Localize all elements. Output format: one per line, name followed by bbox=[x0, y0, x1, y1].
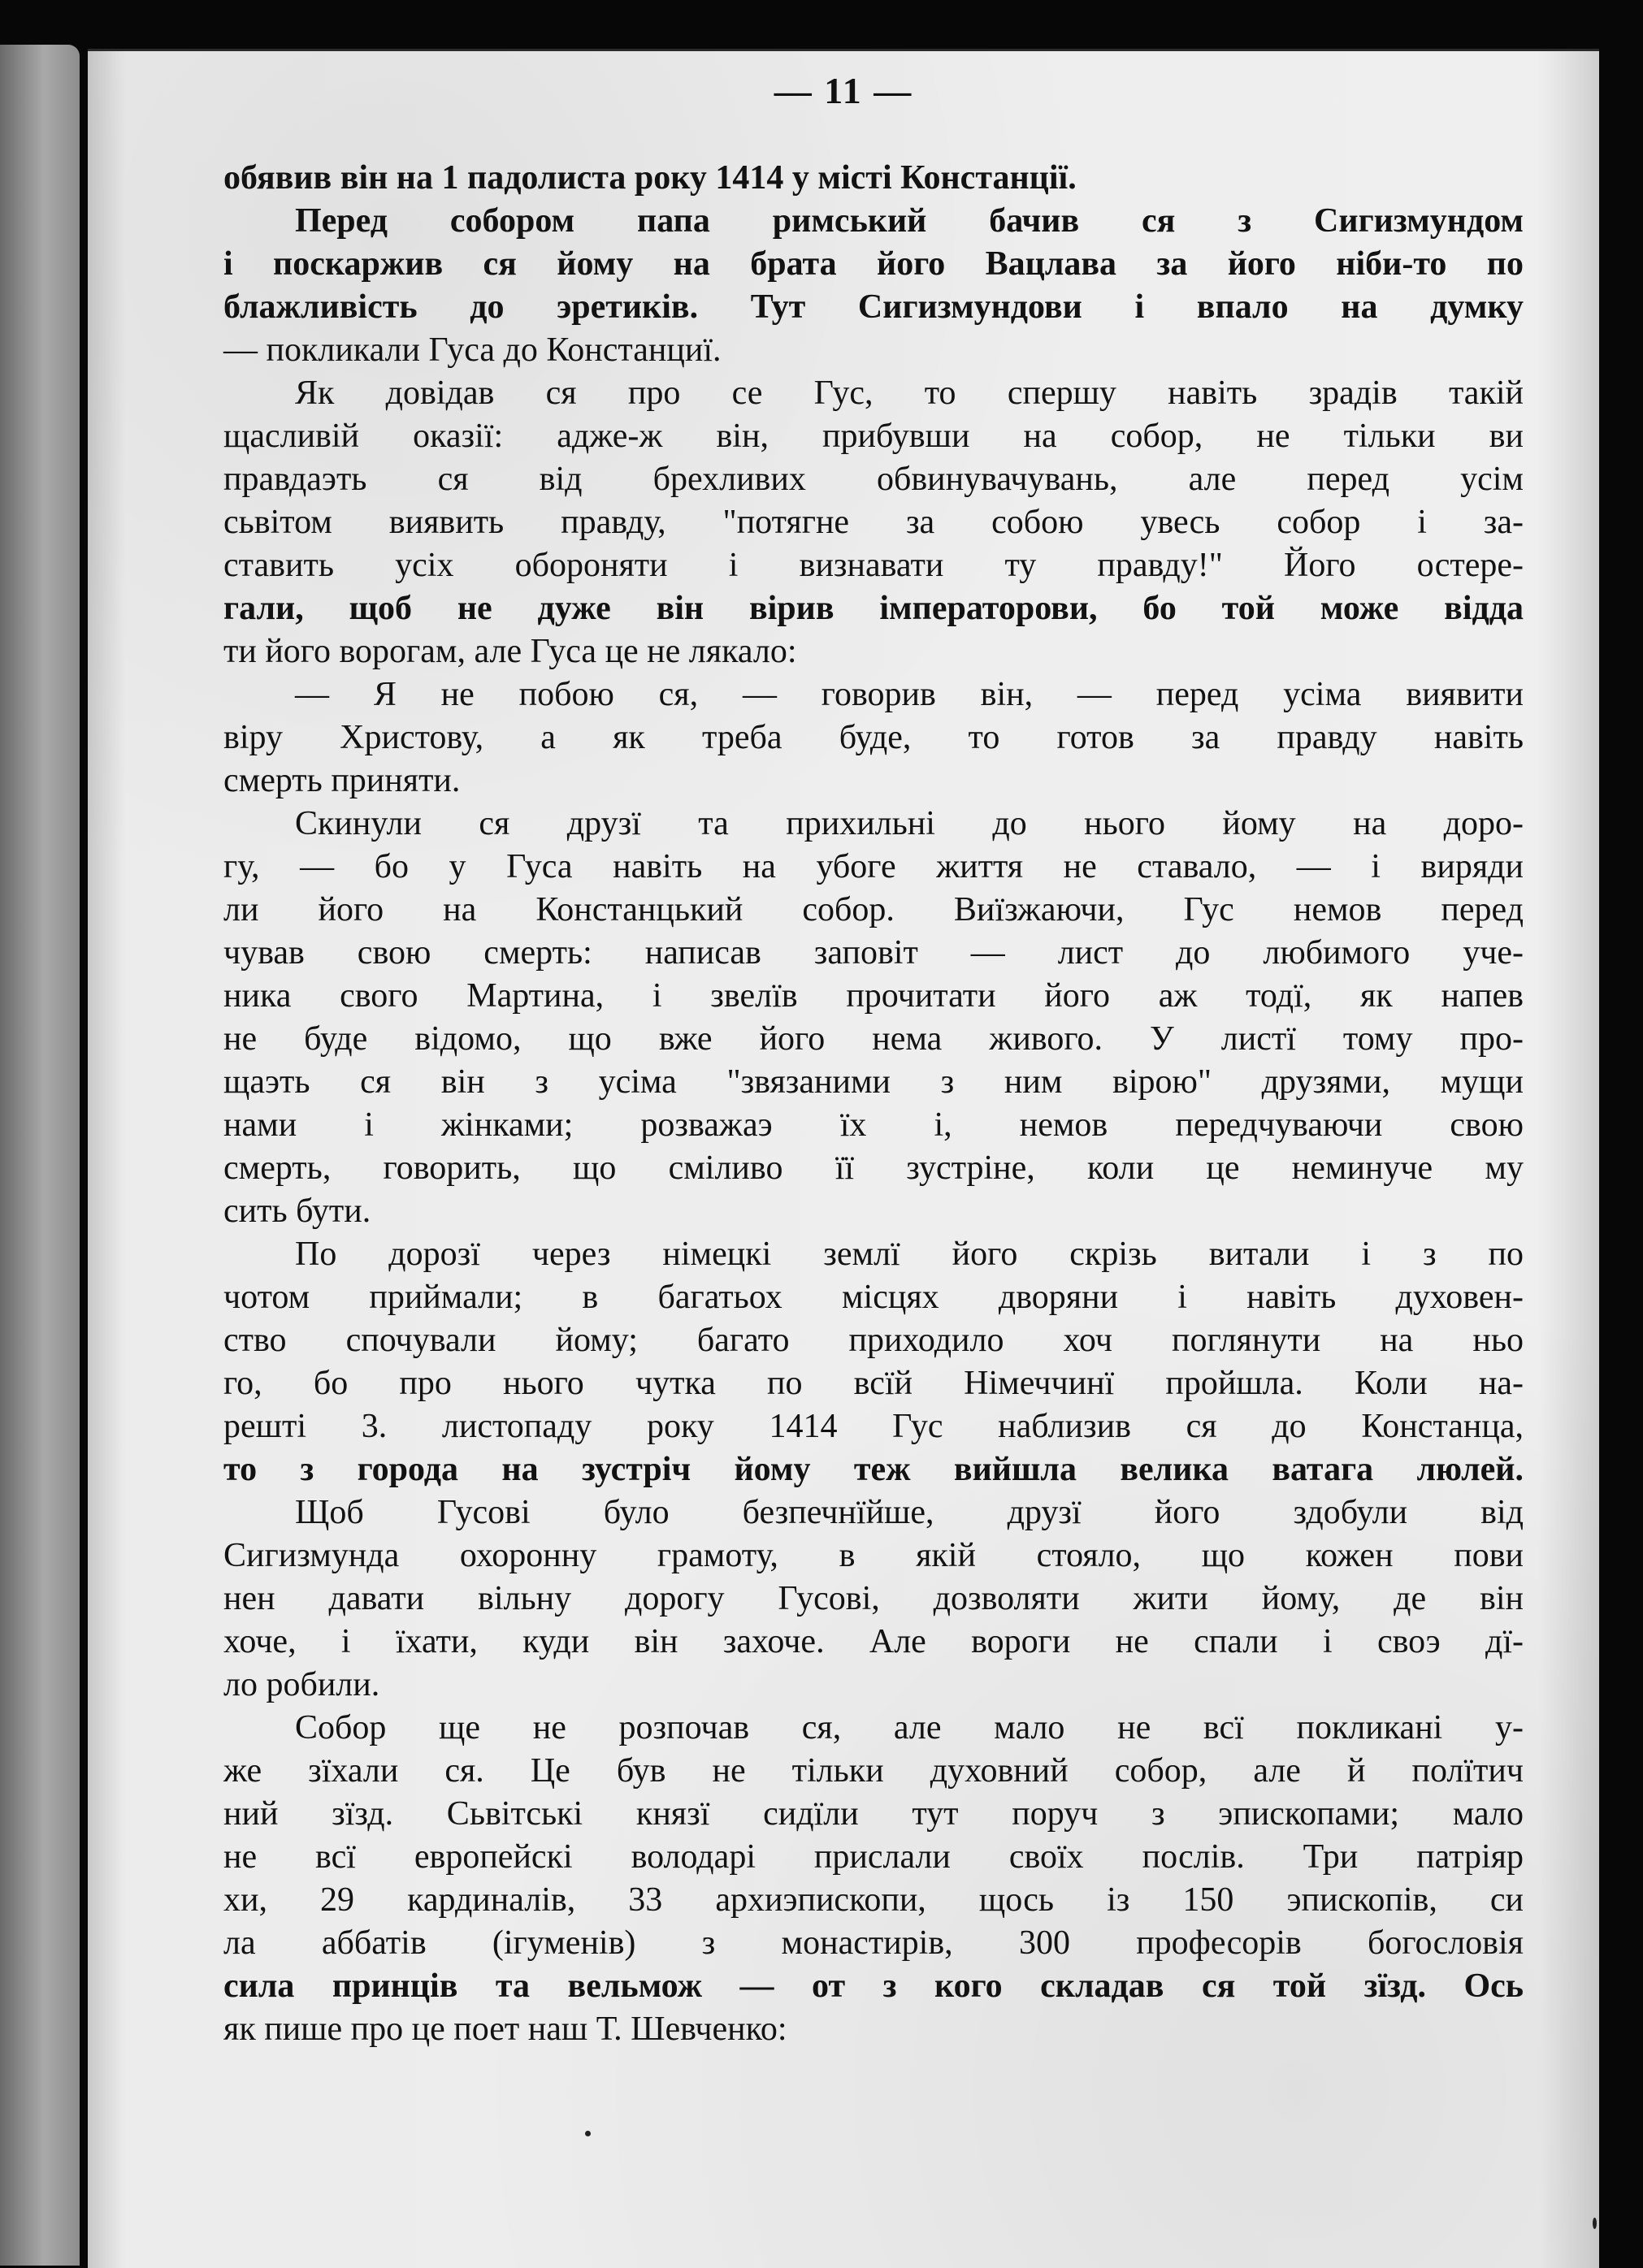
text-line: щаэть ся він з усіма "звязаними з ним вірою" друзями, мущи bbox=[223, 1063, 1524, 1101]
text-line: смерть, говорить, що сміливо її зустріне, коли це неминуче му bbox=[223, 1149, 1524, 1187]
ink-speck bbox=[585, 2131, 591, 2136]
page-number: — 11 — bbox=[774, 70, 913, 111]
text-line: ло робили. bbox=[223, 1666, 380, 1703]
text-line: Собор ще не розпочав ся, але мало не всї покликані у- bbox=[295, 1709, 1524, 1746]
text-line: сьвітом виявить правду, "потягне за собою увесь собор і за- bbox=[223, 504, 1524, 541]
text-line: то з города на зустріч йому теж вийшла велика ватага люлей. bbox=[223, 1451, 1524, 1488]
text-line: — покликали Гуса до Констанциї. bbox=[223, 331, 722, 369]
text-line: нами і жінками; розважаэ їх і, немов передчуваючи свою bbox=[223, 1106, 1524, 1144]
text-line: правдаэть ся від брехливих обвинувачувань, але перед усім bbox=[223, 461, 1524, 498]
text-line: як пише про це поет наш Т. Шевченко: bbox=[223, 2010, 787, 2048]
text-line: Щоб Гусові було безпечнїйше, друзї його здобули від bbox=[295, 1494, 1524, 1531]
text-line: блажливість до эретиків. Тут Сигизмундови і впало на думку bbox=[223, 288, 1524, 326]
text-line: Перед собором папа римський бачив ся з Сигизмундом bbox=[295, 202, 1524, 240]
text-line: го, бо про нього чутка по всїй Німеччинї пройшла. Коли на- bbox=[223, 1365, 1524, 1402]
text-line: ла аббатів (ігуменів) з монастирів, 300 професорів богословія bbox=[223, 1924, 1524, 1962]
text-line: — Я не побою ся, — говорив він, — перед усіма виявити bbox=[295, 676, 1524, 713]
text-line: не всї европейскі володарі прислали своїх послів. Три патріяр bbox=[223, 1838, 1524, 1876]
text-line: ставить усіх обороняти і визнавати ту правду!" Його остере- bbox=[223, 547, 1524, 584]
text-line: нен давати вільну дорогу Гусові, дозволяти жити йому, де він bbox=[223, 1580, 1524, 1617]
text-line: ний зїзд. Сьвітські князї сидїли тут поруч з эпископами; мало bbox=[223, 1795, 1524, 1833]
adjacent-page-edge bbox=[0, 45, 80, 2266]
text-line: і поскаржив ся йому на брата його Вацлава за його ніби-то по bbox=[223, 245, 1524, 283]
ink-speck bbox=[1593, 2218, 1597, 2229]
text-line: сила принців та вельмож — от з кого складав ся той зїзд. Ось bbox=[223, 1967, 1524, 2005]
text-line: обявив він на 1 падолиста року 1414 у місті Констанції. bbox=[223, 159, 1077, 197]
book-page bbox=[88, 49, 1599, 2268]
text-line: ли його на Констанцький собор. Виїзжаючи, Гус немов перед bbox=[223, 891, 1524, 928]
text-line: решті 3. листопаду року 1414 Гус наблизив ся до Констанца, bbox=[223, 1408, 1524, 1445]
text-line: ти його ворогам, але Гуса це не лякало: bbox=[223, 633, 797, 670]
text-line: не буде відомо, що вже його нема живого. У листї тому про- bbox=[223, 1020, 1524, 1058]
text-line: смерть приняти. bbox=[223, 762, 461, 799]
text-line: же зїхали ся. Це був не тільки духовний собор, але й полїтич bbox=[223, 1752, 1524, 1790]
text-line: хоче, і їхати, куди він захоче. Але вороги не спали і своэ дї- bbox=[223, 1623, 1524, 1660]
text-line: ника свого Мартина, і звелїв прочитати його аж тодї, як напев bbox=[223, 977, 1524, 1015]
text-line: гу, — бо у Гуса навіть на убоге життя не ставало, — і виряди bbox=[223, 848, 1524, 885]
text-line: щасливій оказії: адже-ж він, прибувши на собор, не тільки ви bbox=[223, 418, 1524, 455]
text-line: сить бути. bbox=[223, 1192, 371, 1230]
text-line: ство спочували йому; багато приходило хоч поглянути на ньо bbox=[223, 1322, 1524, 1359]
text-line: Як довідав ся про се Гус, то спершу навіть зрадів такій bbox=[295, 374, 1524, 412]
text-line: Сигизмунда охоронну грамоту, в якій стояло, що кожен пови bbox=[223, 1537, 1524, 1574]
text-line: хи, 29 кардиналів, 33 архиэпископи, щось із 150 эпископів, си bbox=[223, 1881, 1524, 1919]
text-line: чотом приймали; в багатьох місцях дворяни і навіть духовен- bbox=[223, 1279, 1524, 1316]
text-line: віру Христову, а як треба буде, то готов за правду навіть bbox=[223, 719, 1524, 756]
text-line: По дорозї через німецкі землї його скрізь витали і з по bbox=[295, 1236, 1524, 1273]
text-line: гали, щоб не дуже він вірив імператорови, бо той може відда bbox=[223, 590, 1524, 627]
text-line: Скинули ся друзї та прихильні до нього йому на доро- bbox=[295, 805, 1524, 842]
text-line: чував свою смерть: написав заповіт — лист до любимого уче- bbox=[223, 934, 1524, 972]
